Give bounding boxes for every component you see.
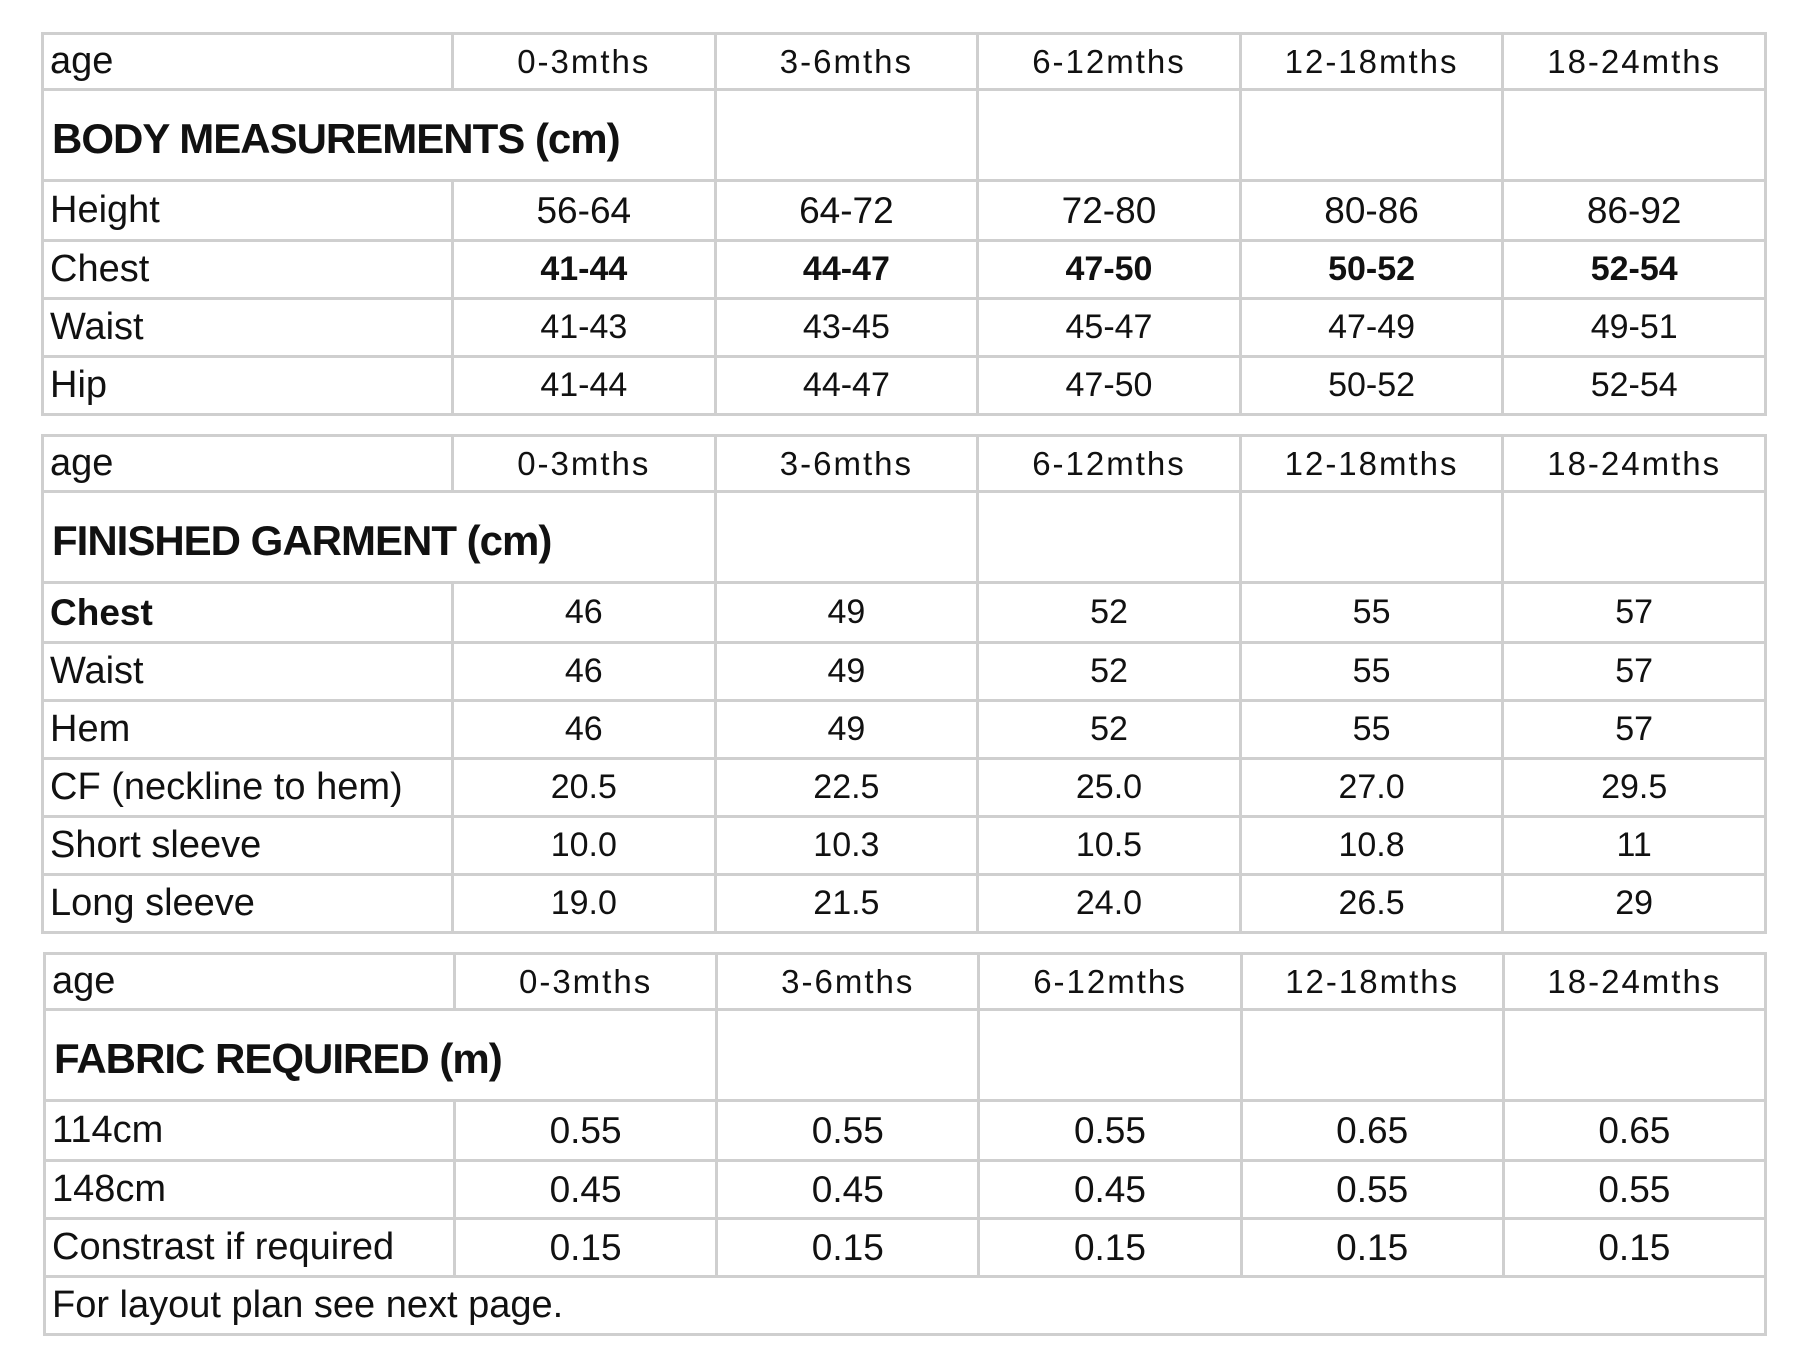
empty-cell bbox=[978, 492, 1241, 583]
row-label: Waist bbox=[43, 643, 453, 701]
cell-value: 43-45 bbox=[715, 299, 978, 357]
note-row bbox=[45, 1277, 1766, 1335]
cell-value: 41-43 bbox=[453, 299, 716, 357]
cell-value: 49 bbox=[715, 701, 978, 759]
cell-value: 0.15 bbox=[455, 1219, 717, 1277]
age-col-1: 0-3mths bbox=[453, 436, 716, 492]
cell-value: 19.0 bbox=[453, 875, 716, 933]
table-row bbox=[43, 875, 1766, 933]
cell-value: 49-51 bbox=[1503, 299, 1766, 357]
age-col-1: 0-3mths bbox=[455, 954, 717, 1010]
finished-garment-table bbox=[41, 434, 1767, 934]
cell-value: 52 bbox=[978, 701, 1241, 759]
cell-value: 50-52 bbox=[1240, 241, 1503, 299]
age-col-3: 6-12mths bbox=[978, 34, 1241, 90]
cell-value: 0.55 bbox=[717, 1101, 979, 1161]
age-label: age bbox=[43, 436, 453, 492]
cell-value: 10.0 bbox=[453, 817, 716, 875]
cell-value: 49 bbox=[715, 583, 978, 643]
fabric-required-table bbox=[43, 952, 1767, 1336]
row-label: Hip bbox=[43, 357, 453, 415]
cell-value: 26.5 bbox=[1240, 875, 1503, 933]
table-row bbox=[43, 643, 1766, 701]
empty-cell bbox=[1503, 90, 1766, 181]
cell-value: 72-80 bbox=[978, 181, 1241, 241]
row-label: Height bbox=[43, 181, 453, 241]
cell-value: 0.45 bbox=[717, 1161, 979, 1219]
table-row bbox=[43, 817, 1766, 875]
cell-value: 49 bbox=[715, 643, 978, 701]
age-col-4: 12-18mths bbox=[1241, 954, 1503, 1010]
table-row bbox=[45, 1219, 1766, 1277]
cell-value: 0.65 bbox=[1241, 1101, 1503, 1161]
cell-value: 55 bbox=[1240, 583, 1503, 643]
section-title-row bbox=[43, 492, 1766, 583]
empty-cell bbox=[1503, 1010, 1765, 1101]
cell-value: 10.3 bbox=[715, 817, 978, 875]
row-label: Long sleeve bbox=[43, 875, 453, 933]
cell-value: 55 bbox=[1240, 701, 1503, 759]
age-col-5: 18-24mths bbox=[1503, 34, 1766, 90]
row-label: Chest bbox=[43, 241, 453, 299]
age-col-2: 3-6mths bbox=[715, 436, 978, 492]
cell-value: 0.15 bbox=[1503, 1219, 1765, 1277]
cell-value: 0.45 bbox=[979, 1161, 1241, 1219]
cell-value: 57 bbox=[1503, 583, 1766, 643]
cell-value: 0.45 bbox=[455, 1161, 717, 1219]
age-col-5: 18-24mths bbox=[1503, 436, 1766, 492]
cell-value: 46 bbox=[453, 583, 716, 643]
row-label: Waist bbox=[43, 299, 453, 357]
section-title-row bbox=[45, 1010, 1766, 1101]
cell-value: 0.55 bbox=[1241, 1161, 1503, 1219]
row-label: 114cm bbox=[45, 1101, 455, 1161]
table-row bbox=[43, 583, 1766, 643]
age-col-3: 6-12mths bbox=[978, 436, 1241, 492]
age-col-5: 18-24mths bbox=[1503, 954, 1765, 1010]
age-label: age bbox=[45, 954, 455, 1010]
row-label: Short sleeve bbox=[43, 817, 453, 875]
empty-cell bbox=[1503, 492, 1766, 583]
table-row bbox=[43, 299, 1766, 357]
cell-value: 0.55 bbox=[455, 1101, 717, 1161]
cell-value: 0.15 bbox=[717, 1219, 979, 1277]
cell-value: 44-47 bbox=[715, 241, 978, 299]
cell-value: 52-54 bbox=[1503, 357, 1766, 415]
row-label: Chest bbox=[43, 583, 453, 643]
section-title-row bbox=[43, 90, 1766, 181]
age-col-4: 12-18mths bbox=[1240, 436, 1503, 492]
cell-value: 80-86 bbox=[1240, 181, 1503, 241]
cell-value: 11 bbox=[1503, 817, 1766, 875]
cell-value: 41-44 bbox=[453, 357, 716, 415]
table-row bbox=[45, 1101, 1766, 1161]
cell-value: 57 bbox=[1503, 701, 1766, 759]
empty-cell bbox=[1240, 492, 1503, 583]
cell-value: 0.15 bbox=[979, 1219, 1241, 1277]
row-label: Constrast if required bbox=[45, 1219, 455, 1277]
table-row bbox=[43, 181, 1766, 241]
empty-cell bbox=[1240, 90, 1503, 181]
cell-value: 46 bbox=[453, 643, 716, 701]
table-row bbox=[43, 241, 1766, 299]
age-header-row bbox=[45, 954, 1766, 1010]
cell-value: 25.0 bbox=[978, 759, 1241, 817]
age-col-4: 12-18mths bbox=[1240, 34, 1503, 90]
cell-value: 52 bbox=[978, 643, 1241, 701]
age-col-1: 0-3mths bbox=[453, 34, 716, 90]
empty-cell bbox=[715, 90, 978, 181]
body-measurements-table bbox=[41, 32, 1767, 416]
section-title: FABRIC REQUIRED (m) bbox=[45, 1010, 455, 1101]
table-row bbox=[43, 759, 1766, 817]
empty-cell bbox=[1241, 1010, 1503, 1101]
cell-value: 56-64 bbox=[453, 181, 716, 241]
cell-value: 41-44 bbox=[453, 241, 716, 299]
cell-value: 52-54 bbox=[1503, 241, 1766, 299]
cell-value: 21.5 bbox=[715, 875, 978, 933]
table-row bbox=[45, 1161, 1766, 1219]
cell-value: 47-50 bbox=[978, 357, 1241, 415]
cell-value: 55 bbox=[1240, 643, 1503, 701]
age-header-row bbox=[43, 34, 1766, 90]
cell-value: 20.5 bbox=[453, 759, 716, 817]
cell-value: 27.0 bbox=[1240, 759, 1503, 817]
cell-value: 57 bbox=[1503, 643, 1766, 701]
cell-value: 0.55 bbox=[1503, 1161, 1765, 1219]
cell-value: 29 bbox=[1503, 875, 1766, 933]
section-title: FINISHED GARMENT (cm) bbox=[43, 492, 453, 583]
age-header-row bbox=[43, 436, 1766, 492]
age-label: age bbox=[43, 34, 453, 90]
cell-value: 86-92 bbox=[1503, 181, 1766, 241]
cell-value: 10.5 bbox=[978, 817, 1241, 875]
table-row bbox=[43, 357, 1766, 415]
row-label: CF (neckline to hem) bbox=[43, 759, 453, 817]
cell-value: 47-50 bbox=[978, 241, 1241, 299]
cell-value: 0.55 bbox=[979, 1101, 1241, 1161]
cell-value: 24.0 bbox=[978, 875, 1241, 933]
empty-cell bbox=[717, 1010, 979, 1101]
section-title: BODY MEASUREMENTS (cm) bbox=[43, 90, 453, 181]
cell-value: 44-47 bbox=[715, 357, 978, 415]
layout-plan-note: For layout plan see next page. bbox=[45, 1277, 1766, 1335]
cell-value: 10.8 bbox=[1240, 817, 1503, 875]
cell-value: 22.5 bbox=[715, 759, 978, 817]
cell-value: 47-49 bbox=[1240, 299, 1503, 357]
cell-value: 52 bbox=[978, 583, 1241, 643]
empty-cell bbox=[715, 492, 978, 583]
age-col-2: 3-6mths bbox=[717, 954, 979, 1010]
table-row bbox=[43, 701, 1766, 759]
row-label: Hem bbox=[43, 701, 453, 759]
cell-value: 45-47 bbox=[978, 299, 1241, 357]
age-col-2: 3-6mths bbox=[715, 34, 978, 90]
cell-value: 50-52 bbox=[1240, 357, 1503, 415]
age-col-3: 6-12mths bbox=[979, 954, 1241, 1010]
cell-value: 0.15 bbox=[1241, 1219, 1503, 1277]
cell-value: 0.65 bbox=[1503, 1101, 1765, 1161]
empty-cell bbox=[979, 1010, 1241, 1101]
cell-value: 46 bbox=[453, 701, 716, 759]
empty-cell bbox=[978, 90, 1241, 181]
row-label: 148cm bbox=[45, 1161, 455, 1219]
cell-value: 64-72 bbox=[715, 181, 978, 241]
cell-value: 29.5 bbox=[1503, 759, 1766, 817]
